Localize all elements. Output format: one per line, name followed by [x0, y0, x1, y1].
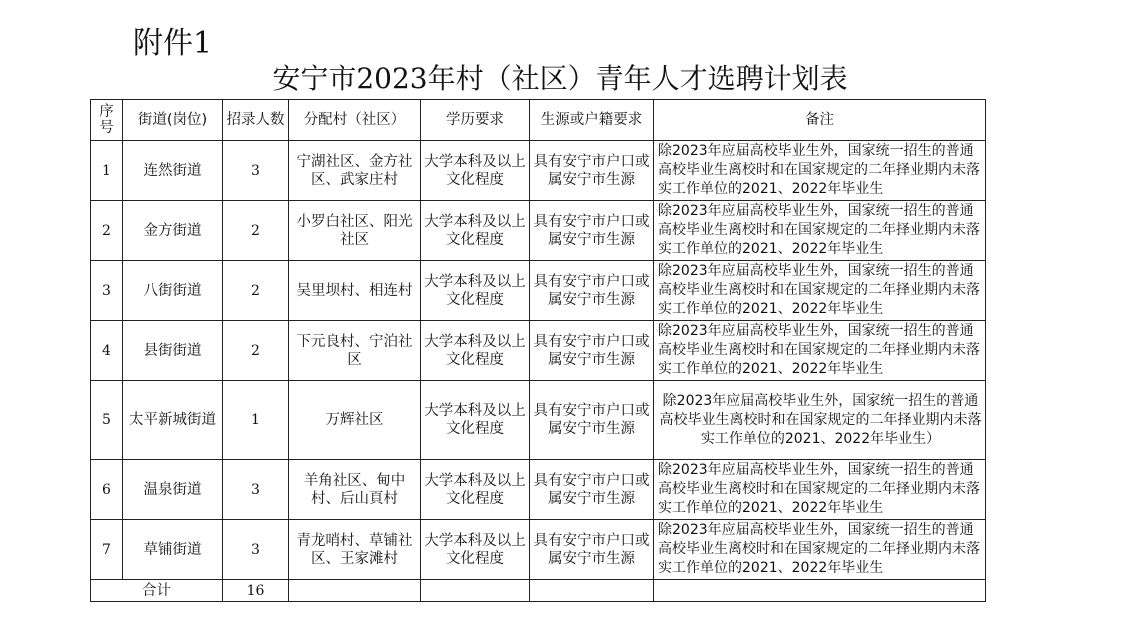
total-empty-cell	[421, 580, 530, 602]
table-row	[91, 321, 986, 381]
row-count: 1	[223, 381, 289, 460]
row-index: 4	[91, 321, 123, 381]
row-education: 大学本科及以上文化程度	[421, 201, 530, 261]
table-row	[91, 460, 986, 520]
row-remarks: 除2023年应届高校毕业生外，国家统一招生的普通 高校毕业生离校时和在国家规定的二年择业期内未落实工作单位的2021、2022年毕业生	[654, 261, 986, 321]
row-remarks: 除2023年应届高校毕业生外，国家统一招生的普通 高校毕业生离校时和在国家规定的二年择业期内未落实工作单位的2021、2022年毕业生	[654, 321, 986, 381]
row-assignment: 万辉社区	[289, 381, 421, 460]
row-count: 2	[223, 261, 289, 321]
row-education: 大学本科及以上文化程度	[421, 261, 530, 321]
header-education: 学历要求	[421, 100, 530, 141]
row-origin: 具有安宁市户口或属安宁市生源	[530, 460, 654, 520]
row-education: 大学本科及以上文化程度	[421, 520, 530, 580]
row-street: 金方街道	[123, 201, 223, 261]
row-remarks: 除2023年应届高校毕业生外，国家统一招生的普通 高校毕业生离校时和在国家规定的二年择业期内未落实工作单位的2021、2022年毕业生	[654, 201, 986, 261]
row-origin: 具有安宁市户口或属安宁市生源	[530, 321, 654, 381]
row-assignment: 羊角社区、甸中村、后山頁村	[289, 460, 421, 520]
attachment-label: 附件1	[133, 26, 213, 61]
table-row	[91, 141, 986, 201]
row-remarks: 除2023年应届高校毕业生外，国家统一招生的普通 高校毕业生离校时和在国家规定的二年择业期内未落实工作单位的2021、2022年毕业生）	[654, 381, 986, 460]
total-label: 合计	[91, 580, 223, 602]
header-count: 招录人数	[223, 100, 289, 141]
row-assignment: 下元良村、宁泊社区	[289, 321, 421, 381]
row-street: 草铺街道	[123, 520, 223, 580]
row-count: 2	[223, 201, 289, 261]
row-street: 县街街道	[123, 321, 223, 381]
recruitment-plan-table	[90, 99, 986, 602]
row-count: 3	[223, 520, 289, 580]
row-origin: 具有安宁市户口或属安宁市生源	[530, 381, 654, 460]
row-count: 3	[223, 460, 289, 520]
row-index: 3	[91, 261, 123, 321]
row-remarks: 除2023年应届高校毕业生外，国家统一招生的普通 高校毕业生离校时和在国家规定的二年择业期内未落实工作单位的2021、2022年毕业生	[654, 141, 986, 201]
row-remarks: 除2023年应届高校毕业生外，国家统一招生的普通 高校毕业生离校时和在国家规定的二年择业期内未落实工作单位的2021、2022年毕业生	[654, 460, 986, 520]
table-row	[91, 381, 986, 460]
row-origin: 具有安宁市户口或属安宁市生源	[530, 141, 654, 201]
header-assignment: 分配村（社区）	[289, 100, 421, 141]
total-count: 16	[223, 580, 289, 602]
header-remarks: 备注	[654, 100, 986, 141]
row-remarks: 除2023年应届高校毕业生外，国家统一招生的普通 高校毕业生离校时和在国家规定的二年择业期内未落实工作单位的2021、2022年毕业生	[654, 520, 986, 580]
row-assignment: 青龙哨村、草铺社区、王家滩村	[289, 520, 421, 580]
total-empty-cell	[654, 580, 986, 602]
table-row	[91, 520, 986, 580]
row-assignment: 宁湖社区、金方社区、武家庄村	[289, 141, 421, 201]
table-row	[91, 201, 986, 261]
table-header-row	[91, 100, 986, 141]
row-education: 大学本科及以上文化程度	[421, 141, 530, 201]
row-street: 八街街道	[123, 261, 223, 321]
row-index: 2	[91, 201, 123, 261]
row-index: 1	[91, 141, 123, 201]
row-index: 6	[91, 460, 123, 520]
total-empty-cell	[289, 580, 421, 602]
row-street: 温泉街道	[123, 460, 223, 520]
table-total-row	[91, 580, 986, 602]
header-street: 街道(岗位)	[123, 100, 223, 141]
page-title: 安宁市2023年村（社区）青年人才选聘计划表	[272, 62, 848, 95]
header-origin: 生源或户籍要求	[530, 100, 654, 141]
row-education: 大学本科及以上文化程度	[421, 321, 530, 381]
table-row	[91, 261, 986, 321]
row-education: 大学本科及以上文化程度	[421, 460, 530, 520]
row-street: 太平新城街道	[123, 381, 223, 460]
header-index: 序号	[91, 100, 123, 141]
row-assignment: 小罗白社区、阳光社区	[289, 201, 421, 261]
row-index: 7	[91, 520, 123, 580]
row-assignment: 吴里坝村、相连村	[289, 261, 421, 321]
row-origin: 具有安宁市户口或属安宁市生源	[530, 201, 654, 261]
row-index: 5	[91, 381, 123, 460]
row-count: 2	[223, 321, 289, 381]
total-empty-cell	[530, 580, 654, 602]
row-origin: 具有安宁市户口或属安宁市生源	[530, 520, 654, 580]
row-education: 大学本科及以上文化程度	[421, 381, 530, 460]
row-origin: 具有安宁市户口或属安宁市生源	[530, 261, 654, 321]
row-count: 3	[223, 141, 289, 201]
row-street: 连然街道	[123, 141, 223, 201]
